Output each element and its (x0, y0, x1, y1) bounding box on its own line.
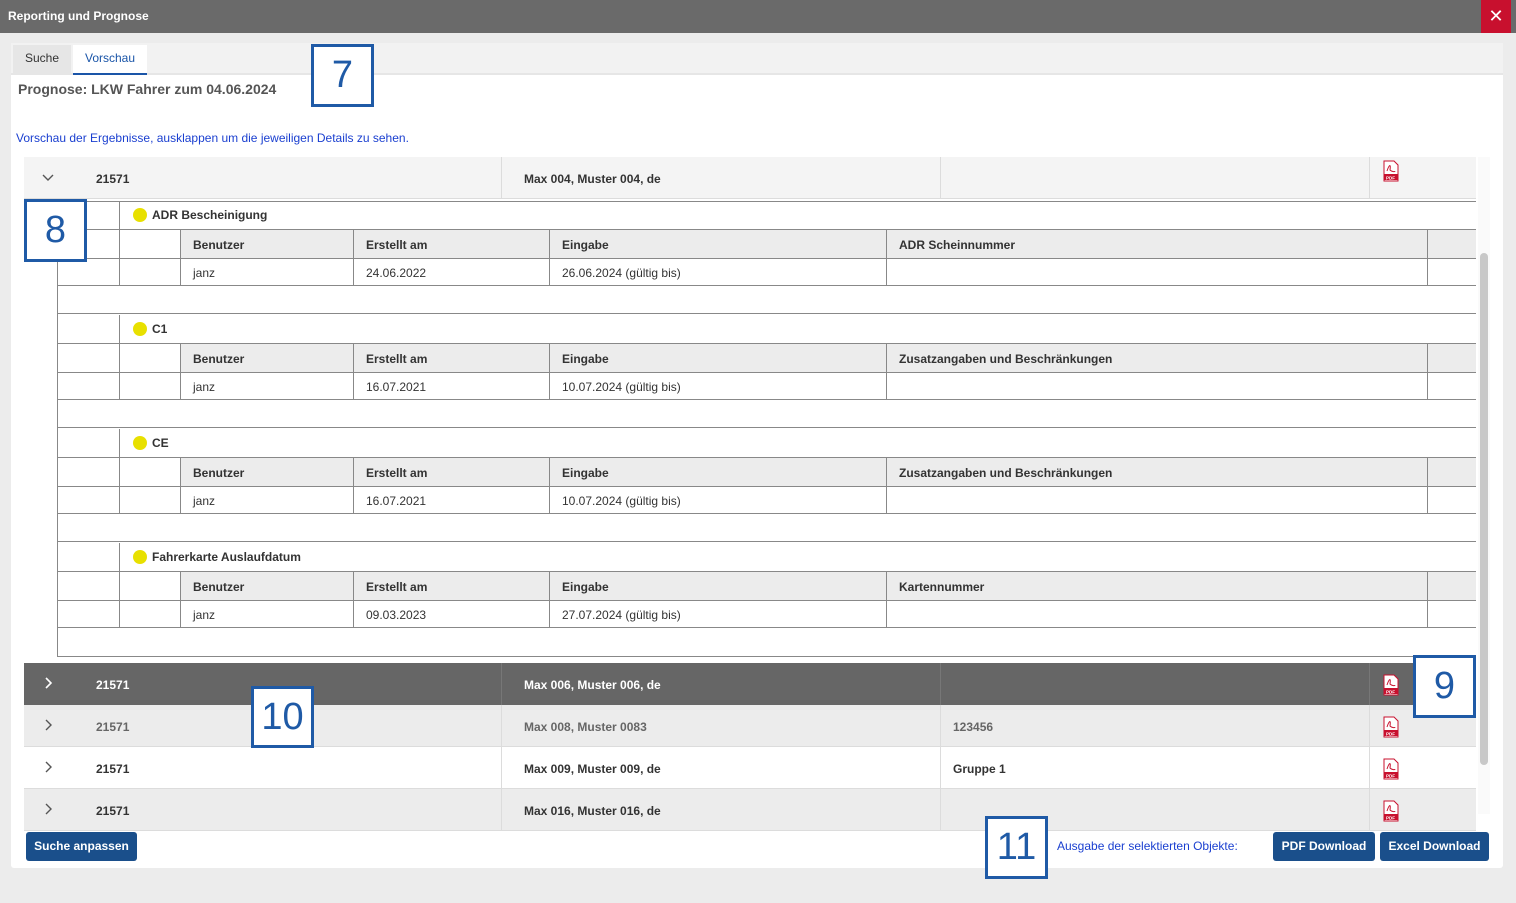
cert-name: Fahrerkarte Auslaufdatum (152, 550, 301, 564)
col-header: Erstellt am (366, 580, 428, 594)
svg-text:PDF: PDF (1386, 773, 1395, 779)
col-header: ADR Scheinnummer (899, 238, 1016, 252)
column-divider (1369, 157, 1370, 199)
details-divider (886, 457, 887, 513)
dialog-panel (11, 43, 1503, 868)
details-divider (57, 258, 1476, 259)
column-divider (501, 705, 502, 747)
annotation-marker: 9 (1413, 655, 1476, 718)
cell-value: 27.07.2024 (gültig bis) (562, 608, 681, 622)
col-header: Eingabe (562, 352, 609, 366)
row-name: Max 009, Muster 009, de (524, 762, 661, 776)
vertical-scrollbar[interactable] (1478, 157, 1490, 814)
details-divider (353, 229, 354, 285)
cert-name: CE (152, 436, 169, 450)
svg-text:PDF: PDF (1386, 815, 1395, 821)
cell-value: 10.07.2024 (gültig bis) (562, 380, 681, 394)
details-divider (119, 315, 120, 399)
pdf-icon[interactable] (1382, 674, 1400, 694)
col-header: Erstellt am (366, 352, 428, 366)
details-divider (57, 313, 1476, 314)
tab-suche[interactable]: Suche (13, 45, 71, 75)
pdf-download-button[interactable]: PDF Download (1273, 832, 1375, 861)
table-row[interactable] (24, 663, 1476, 705)
column-divider (501, 789, 502, 831)
details-divider (1427, 457, 1428, 513)
pdf-icon[interactable] (1382, 758, 1400, 778)
details-divider (119, 543, 120, 627)
row-name: Max 004, Muster 004, de (524, 172, 661, 186)
details-border (57, 199, 58, 657)
svg-text:PDF: PDF (1386, 731, 1395, 737)
cert-name: ADR Bescheinigung (152, 208, 268, 222)
details-divider (57, 541, 1476, 542)
col-header: Eingabe (562, 580, 609, 594)
tab-bar (11, 43, 1503, 75)
cell-value: janz (193, 494, 216, 508)
col-header: Erstellt am (366, 238, 428, 252)
col-header: Eingabe (562, 466, 609, 480)
cell-value: janz (193, 266, 216, 280)
annotation-marker: 7 (311, 44, 374, 107)
details-divider (353, 571, 354, 627)
page-title: Prognose: LKW Fahrer zum 04.06.2024 (18, 81, 277, 97)
details-divider (549, 343, 550, 399)
window-title: Reporting und Prognose (8, 9, 149, 23)
table-row[interactable] (24, 157, 1476, 199)
pdf-icon[interactable] (1382, 160, 1400, 180)
window-titlebar (0, 0, 1516, 33)
column-divider (1369, 789, 1370, 831)
details-divider (180, 343, 181, 399)
column-divider (940, 789, 941, 831)
row-id: 21571 (96, 678, 130, 692)
details-border (57, 656, 1476, 657)
details-divider (57, 285, 1476, 286)
cell-value: 26.06.2024 (gültig bis) (562, 266, 681, 280)
status-dot (133, 208, 147, 222)
annotation-marker: 11 (985, 816, 1048, 879)
details-divider (1427, 571, 1428, 627)
details-divider (57, 399, 1476, 400)
col-header: Zusatzangaben und Beschränkungen (899, 352, 1113, 366)
tab-vorschau[interactable]: Vorschau (73, 45, 147, 75)
details-divider (886, 229, 887, 285)
pdf-icon[interactable] (1382, 800, 1400, 820)
row-extra: Gruppe 1 (953, 762, 1006, 776)
column-divider (940, 157, 941, 199)
annotation-marker: 10 (251, 686, 314, 748)
row-id: 21571 (96, 762, 130, 776)
svg-text:PDF: PDF (1386, 175, 1395, 181)
details-divider (57, 427, 1476, 428)
details-divider (57, 201, 1476, 202)
adjust-search-button[interactable]: Suche anpassen (26, 832, 137, 861)
pdf-icon[interactable] (1382, 716, 1400, 736)
output-label: Ausgabe der selektierten Objekte: (1057, 839, 1238, 853)
column-divider (940, 663, 941, 705)
svg-text:PDF: PDF (1386, 689, 1395, 695)
row-name: Max 008, Muster 0083 (524, 720, 647, 734)
details-divider (57, 229, 1476, 230)
col-header: Eingabe (562, 238, 609, 252)
status-dot (133, 550, 147, 564)
details-divider (57, 513, 1476, 514)
column-divider (940, 705, 941, 747)
cell-value: janz (193, 380, 216, 394)
cert-name: C1 (152, 322, 168, 336)
cell-value: janz (193, 608, 216, 622)
annotation-marker: 8 (24, 199, 87, 262)
col-header: Benutzer (193, 352, 245, 366)
chevron-right-icon[interactable] (41, 676, 55, 690)
details-divider (353, 457, 354, 513)
details-divider (886, 343, 887, 399)
details-divider (180, 229, 181, 285)
details-divider (57, 372, 1476, 373)
chevron-right-icon[interactable] (41, 802, 55, 816)
row-id: 21571 (96, 804, 130, 818)
row-extra: 123456 (953, 720, 994, 734)
table-row[interactable] (24, 789, 1476, 831)
col-header: Benutzer (193, 466, 245, 480)
details-divider (57, 486, 1476, 487)
status-dot (133, 436, 147, 450)
details-divider (886, 571, 887, 627)
details-divider (549, 229, 550, 285)
column-divider (1369, 663, 1370, 705)
cell-value: 16.07.2021 (366, 380, 427, 394)
details-divider (57, 600, 1476, 601)
excel-download-button[interactable]: Excel Download (1380, 832, 1489, 861)
col-header: Erstellt am (366, 466, 428, 480)
row-id: 21571 (96, 720, 130, 734)
details-divider (549, 457, 550, 513)
table-row[interactable] (24, 747, 1476, 789)
row-name: Max 016, Muster 016, de (524, 804, 661, 818)
col-header: Benutzer (193, 580, 245, 594)
details-divider (57, 571, 1476, 572)
details-divider (1427, 343, 1428, 399)
row-details (24, 199, 1476, 663)
column-divider (501, 157, 502, 199)
cell-value: 24.06.2022 (366, 266, 427, 280)
column-divider (1369, 747, 1370, 789)
column-divider (1369, 705, 1370, 747)
chevron-right-icon[interactable] (41, 718, 55, 732)
cell-value: 09.03.2023 (366, 608, 427, 622)
column-divider (940, 747, 941, 789)
details-divider (57, 457, 1476, 458)
row-id: 21571 (96, 172, 130, 186)
chevron-right-icon[interactable] (41, 760, 55, 774)
details-divider (57, 627, 1476, 628)
column-divider (501, 747, 502, 789)
details-divider (353, 343, 354, 399)
details-divider (1427, 229, 1428, 285)
chevron-down-icon[interactable] (41, 170, 55, 184)
results-list (24, 157, 1476, 821)
details-divider (180, 571, 181, 627)
details-divider (180, 457, 181, 513)
col-header: Benutzer (193, 238, 245, 252)
cell-value: 10.07.2024 (gültig bis) (562, 494, 681, 508)
preview-hint: Vorschau der Ergebnisse, ausklappen um die jeweiligen Details zu sehen. (16, 131, 409, 145)
details-divider (57, 343, 1476, 344)
row-name: Max 006, Muster 006, de (524, 678, 661, 692)
table-row[interactable] (24, 705, 1476, 747)
cell-value: 16.07.2021 (366, 494, 427, 508)
details-divider (119, 429, 120, 513)
details-divider (119, 201, 120, 285)
close-icon[interactable]: ✕ (1481, 0, 1511, 33)
column-divider (501, 663, 502, 705)
col-header: Kartennummer (899, 580, 985, 594)
col-header: Zusatzangaben und Beschränkungen (899, 466, 1113, 480)
details-divider (549, 571, 550, 627)
status-dot (133, 322, 147, 336)
scrollbar-thumb[interactable] (1480, 253, 1488, 765)
